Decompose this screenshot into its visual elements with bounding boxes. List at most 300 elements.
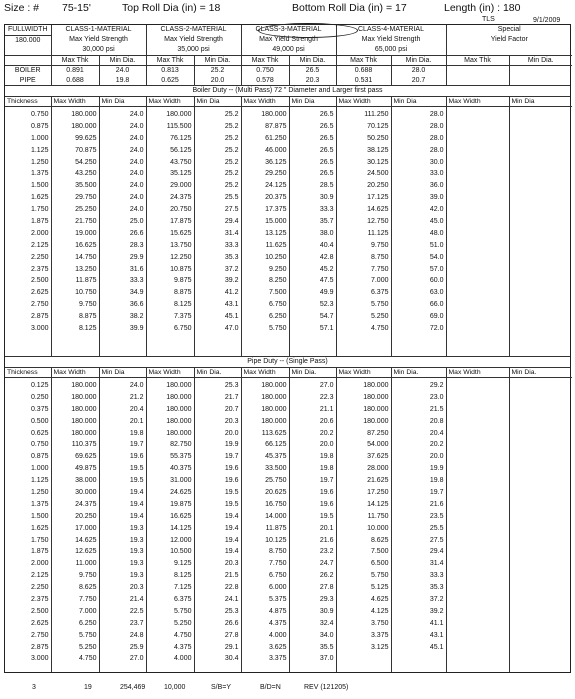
pipe-class1-dia-column [99,378,146,673]
boiler-cell: 24.500 [367,170,389,178]
fullwidth-value: 180.000 [5,35,51,45]
pipe-cell: 19.875 [170,500,192,508]
pipe-cell: 11.000 [75,560,97,568]
pipe-cell: 19.7 [224,453,239,461]
boiler-cell: 29.9 [129,253,144,261]
min-dia-header: Min Dia. [99,55,146,66]
pipe-cell: 24.8 [129,631,144,639]
pipe-cell: 180.000 [166,429,192,437]
boiler-cell: 17.375 [265,206,287,214]
boiler-duty-title: Boiler Duty -- (Multi Pass) 72 " Diameter and Larger first pass [5,85,570,97]
pipe-cell: 19.5 [224,500,239,508]
pipe-cell: 2.750 [30,631,49,639]
pipe-cell: 12.625 [75,548,97,556]
pipe-cell: 7.000 [78,607,97,615]
boiler-cell: 2.250 [30,253,49,261]
header [4,2,571,16]
boiler-cell: 4.750 [370,325,389,333]
boiler-cell: 25.2 [224,170,239,178]
pipe-cell: 27.5 [429,536,444,544]
boiler-cell: 48.0 [429,229,444,237]
boiler-cell: 25.2 [224,182,239,190]
boiler-cell: 54.7 [319,313,334,321]
pipe-cell: 30.4 [224,655,239,663]
boiler-col-header: Max Width [146,97,194,107]
boiler-cell: 2.500 [30,277,49,285]
footer-field: B/D=N [260,684,281,691]
pipe-cell: 110.375 [71,441,97,449]
boiler-cell: 13.250 [75,265,97,273]
boiler-cell: 38.2 [129,313,144,321]
boiler-cell: 99.625 [75,134,97,142]
boiler-cell: 180.000 [166,111,192,118]
pipe-class1-width-column [51,378,99,673]
pipe-cell: 28.000 [367,465,389,473]
boiler-cell: 13.125 [265,229,287,237]
class-3-psi: 49,000 psi [241,45,336,55]
boiler-cell: 25.2 [224,122,239,130]
boiler-class4-width-column [336,107,391,357]
pipe-cell: 27.8 [224,631,239,639]
boiler-cell: 35.3 [224,253,239,261]
boiler-cell: 14.750 [75,253,97,261]
pipe-cell: 4.000 [268,631,287,639]
footer-field: 10,000 [164,684,186,691]
boiler-cell: 26.5 [319,158,334,166]
max-thk-header: Max Thk [241,55,289,66]
pipe-cell: 19.6 [224,477,239,485]
pipe-cell: 25.3 [224,382,239,389]
pipe-label: PIPE [5,76,51,86]
pipe-thickness-column [5,378,51,673]
boiler-cell: 28.0 [429,134,444,142]
pipe-cell: 19.3 [129,548,144,556]
boiler-cell: 24.125 [265,182,287,190]
boiler-cell: 57.0 [429,265,444,273]
pipe-col-header: Min Dia. [194,368,241,378]
pipe-cell: 3.375 [370,631,389,639]
pipe-cell: 4.875 [268,607,287,615]
pipe-cell: 180.000 [261,405,287,413]
pipe-cell: 10.000 [367,524,389,532]
pipe-cell: 180.000 [261,417,287,425]
pipe-cell: 22.8 [224,584,239,592]
boiler-cell: 115.500 [166,122,192,130]
pipe-class2-dia-column [194,378,241,673]
pipe-cell: 9.125 [173,560,192,568]
pipe-cell: 1.750 [30,536,49,544]
boiler-cell: 180.000 [71,111,97,118]
pipe-cell: 23.7 [129,619,144,627]
boiler-cell: 10.750 [75,289,97,297]
boiler-cell: 12.750 [367,218,389,226]
boiler-cell: 76.125 [170,134,192,142]
boiler-cell: 29.750 [75,194,97,202]
boiler-cell: 27.5 [224,206,239,214]
pipe-cell: 8.750 [268,548,287,556]
boiler-cell: 52.3 [319,301,334,309]
pipe-cell: 5.125 [370,584,389,592]
pipe-cell: 19.3 [129,560,144,568]
boiler-cell: 26.5 [319,134,334,142]
boiler-cell: 54.0 [429,253,444,261]
pipe-cell: 19.4 [224,512,239,520]
boiler-class3-width-column [241,107,289,357]
fullwidth-label: FULLWIDTH [5,25,51,35]
pipe-cell: 23.2 [319,548,334,556]
pipe-cell: 180.000 [71,417,97,425]
pipe-cell: 43.1 [429,631,444,639]
pipe-cell: 9.750 [78,572,97,580]
pipe-cell: 22.3 [319,393,334,401]
boiler-cell: 20.750 [170,206,192,214]
boiler-cell: 70.125 [367,122,389,130]
pipe-min-dia: 20.3 [289,76,336,86]
boiler-cell: 63.0 [429,289,444,297]
pipe-cell: 19.6 [319,500,334,508]
pipe-col-header: Thickness [5,368,51,378]
boiler-cell: 5.750 [268,325,287,333]
boiler-cell: 26.5 [319,122,334,130]
pipe-cell: 82.750 [170,441,192,449]
max-thk-header: Max Thk [336,55,391,66]
pipe-cell: 0.250 [30,393,49,401]
pipe-cell: 0.875 [30,453,49,461]
boiler-min-dia: 24.0 [99,66,146,76]
boiler-cell: 1.625 [30,194,49,202]
pipe-max-thk: 0.578 [241,76,289,86]
pipe-cell: 3.375 [268,655,287,663]
pipe-cell: 26.2 [319,572,334,580]
pipe-cell: 5.750 [173,607,192,615]
pipe-cell: 66.125 [265,441,287,449]
pipe-cell: 11.750 [367,512,389,520]
boiler-cell: 42.0 [429,206,444,214]
boiler-class2-dia-column [194,107,241,357]
pipe-cell: 11.875 [265,524,287,532]
pipe-cell: 23.0 [429,393,444,401]
pipe-cell: 34.0 [319,631,334,639]
boiler-cell: 9.750 [78,301,97,309]
boiler-cell: 25.5 [224,194,239,202]
pipe-cell: 21.4 [129,596,144,604]
pipe-class3-width-column [241,378,289,673]
boiler-cell: 30.0 [429,158,444,166]
boiler-cell: 61.250 [265,134,287,142]
boiler-label: BOILER [5,66,51,76]
pipe-cell: 1.500 [30,512,49,520]
boiler-cell: 33.3 [129,277,144,285]
boiler-cell: 46.000 [265,146,287,154]
pipe-cell: 19.4 [224,536,239,544]
boiler-max-thk: 0.813 [146,66,194,76]
boiler-cell: 0.875 [30,122,49,130]
pipe-cell: 19.3 [129,536,144,544]
pipe-cell: 41.1 [429,619,444,627]
pipe-cell: 19.8 [429,477,444,485]
pipe-cell: 7.750 [268,560,287,568]
pipe-cell: 21.2 [129,393,144,401]
boiler-cell: 20.250 [367,182,389,190]
boiler-cell: 1.250 [30,158,49,166]
pipe-cell: 21.7 [224,393,239,401]
pipe-cell: 180.000 [363,393,389,401]
pipe-cell: 0.625 [30,429,49,437]
pipe-cell: 87.250 [367,429,389,437]
boiler-cell: 5.250 [370,313,389,321]
pipe-cell: 37.625 [367,453,389,461]
boiler-cell: 36.0 [429,182,444,190]
boiler-cell: 28.5 [319,182,334,190]
pipe-cell: 19.4 [129,500,144,508]
footer-field: 19 [84,684,92,691]
pipe-cell: 20.4 [429,429,444,437]
pipe-cell: 3.750 [370,619,389,627]
pipe-cell: 32.4 [319,619,334,627]
boiler-cell: 43.250 [75,170,97,178]
pipe-cell: 21.6 [429,500,444,508]
pipe-cell: 29.3 [319,596,334,604]
pipe-cell: 25.9 [129,643,144,651]
pipe-cell: 12.000 [170,536,192,544]
boiler-cell: 0.750 [30,111,49,118]
footer-field: 254,469 [120,684,146,691]
pipe-cell: 20.3 [224,417,239,425]
pipe-cell: 2.000 [30,560,49,568]
pipe-cell: 26.6 [224,619,239,627]
boiler-cell: 15.625 [170,229,192,237]
boiler-col-header: Max Width [241,97,289,107]
boiler-cell: 13.750 [170,241,192,249]
pipe-cell: 19.9 [429,465,444,473]
boiler-cell: 54.250 [75,158,97,166]
pipe-cell: 24.625 [170,489,192,497]
boiler-cell: 1.375 [30,170,49,178]
boiler-cell: 180.000 [71,122,97,130]
pipe-cell: 180.000 [71,393,97,401]
pipe-cell: 4.375 [268,619,287,627]
pipe-cell: 180.000 [71,382,97,389]
pipe-cell: 20.0 [224,429,239,437]
pipe-cell: 0.500 [30,417,49,425]
pipe-cell: 5.750 [370,572,389,580]
pipe-cell: 19.8 [129,429,144,437]
class-1-psi: 30,000 psi [51,45,146,55]
pipe-cell: 14.000 [265,512,287,520]
pipe-cell: 113.625 [261,429,287,437]
pipe-cell: 6.750 [268,572,287,580]
pipe-cell: 180.000 [363,382,389,389]
boiler-cell: 28.0 [429,111,444,118]
pipe-cell: 7.125 [173,584,192,592]
pipe-cell: 19.4 [129,512,144,520]
pipe-cell: 2.625 [30,619,49,627]
boiler-cell: 8.875 [78,313,97,321]
special-sub: Yield Factor [490,36,528,44]
boiler-cell: 26.5 [319,146,334,154]
boiler-thickness-column [5,107,51,357]
pipe-cell: 1.375 [30,500,49,508]
pipe-cell: 17.250 [367,489,389,497]
pipe-cell: 6.000 [268,584,287,592]
boiler-cell: 28.3 [129,241,144,249]
pipe-class2-width-column [146,378,194,673]
pipe-cell: 19.4 [224,548,239,556]
pipe-cell: 19.6 [129,453,144,461]
pipe-cell: 3.000 [30,655,49,663]
pipe-cell: 180.000 [261,382,287,389]
pipe-max-thk: 0.688 [51,76,99,86]
boiler-cell: 38.125 [367,146,389,154]
pipe-cell: 29.2 [429,382,444,389]
pipe-cell: 27.0 [319,382,334,389]
boiler-cell: 10.250 [265,253,287,261]
pipe-special-dia-column [509,378,572,673]
boiler-cell: 33.3 [319,206,334,214]
pipe-cell: 19.8 [319,453,334,461]
boiler-special-dia-column [509,107,572,357]
boiler-cell: 9.750 [370,241,389,249]
boiler-cell: 35.7 [319,218,334,226]
pipe-cell: 19.3 [129,572,144,580]
boiler-cell: 39.9 [129,325,144,333]
boiler-cell: 26.6 [129,229,144,237]
pipe-cell: 20.2 [319,429,334,437]
pipe-cell: 24.0 [129,382,144,389]
pipe-cell: 20.3 [224,560,239,568]
pipe-cell: 2.250 [30,584,49,592]
class-3-sub: Max Yield Strength [241,35,336,45]
pipe-cell: 37.2 [429,596,444,604]
pipe-cell: 1.625 [30,524,49,532]
boiler-col-header: Min Dia [194,97,241,107]
boiler-cell: 24.0 [129,122,144,130]
boiler-cell: 31.4 [224,229,239,237]
boiler-col-header: Max Width [336,97,391,107]
pipe-min-dia: 20.0 [194,76,241,86]
bottom-roll-dia: Bottom Roll Dia (in) = 17 [292,2,407,14]
boiler-cell: 19.000 [75,229,97,237]
boiler-cell: 25.250 [75,206,97,214]
pipe-cell: 19.6 [319,489,334,497]
pipe-cell: 24.7 [319,560,334,568]
pipe-cell: 21.5 [224,572,239,580]
pipe-cell: 31.4 [429,560,444,568]
pipe-cell: 6.500 [370,560,389,568]
length: Length (in) : 180 [444,2,521,14]
date: 9/1/2009 [533,17,561,24]
boiler-cell: 17.875 [170,218,192,226]
boiler-cell: 7.750 [370,265,389,273]
boiler-cell: 51.0 [429,241,444,249]
boiler-cell: 87.875 [265,122,287,130]
boiler-col-header: Min Dia [289,97,336,107]
boiler-cell: 1.875 [30,218,49,226]
boiler-class2-width-column [146,107,194,357]
boiler-cell: 1.500 [30,182,49,190]
boiler-special-width-column [446,107,509,357]
max-thk-header: Max Thk [146,55,194,66]
pipe-cell: 35.5 [319,643,334,651]
pipe-col-header: Min Dia [99,368,146,378]
pipe-cell: 22.5 [129,607,144,615]
boiler-duty-table [5,97,572,356]
boiler-cell: 28.0 [429,146,444,154]
boiler-cell: 30.125 [367,158,389,166]
boiler-cell: 26.5 [319,170,334,178]
boiler-cell: 28.0 [429,122,444,130]
pipe-cell: 16.750 [265,500,287,508]
pipe-cell: 1.000 [30,465,49,473]
pipe-cell: 180.000 [71,405,97,413]
boiler-cell: 5.750 [370,301,389,309]
pipe-cell: 20.0 [429,453,444,461]
boiler-cell: 38.0 [319,229,334,237]
boiler-cell: 25.0 [129,218,144,226]
pipe-cell: 40.375 [170,465,192,473]
boiler-cell: 180.000 [261,111,287,118]
pipe-cell: 0.750 [30,441,49,449]
pipe-col-header: Max Width [446,368,509,378]
boiler-cell: 6.750 [173,325,192,333]
pipe-min-dia: 20.7 [391,76,446,86]
pipe-cell: 14.125 [367,500,389,508]
pipe-cell: 180.000 [363,405,389,413]
boiler-cell: 6.375 [370,289,389,297]
pipe-cell: 19.9 [224,441,239,449]
pipe-cell: 35.3 [429,584,444,592]
pipe-cell: 2.875 [30,643,49,651]
pipe-cell: 3.125 [370,643,389,651]
pipe-cell: 3.625 [268,643,287,651]
boiler-cell: 24.0 [129,182,144,190]
boiler-min-dia: 25.2 [194,66,241,76]
pipe-cell: 14.125 [170,524,192,532]
max-thk-header: Max Thk [51,55,99,66]
pipe-cell: 39.2 [429,607,444,615]
pipe-cell: 20.6 [319,417,334,425]
boiler-cell: 70.875 [75,146,97,154]
pipe-cell: 20.4 [129,405,144,413]
pipe-cell: 8.625 [370,536,389,544]
boiler-cell: 15.000 [265,218,287,226]
pipe-cell: 4.375 [173,643,192,651]
pipe-cell: 19.4 [224,524,239,532]
boiler-cell: 7.375 [173,313,192,321]
pipe-cell: 24.1 [224,596,239,604]
boiler-class1-dia-column [99,107,146,357]
boiler-min-dia: 26.5 [289,66,336,76]
pipe-cell: 37.0 [319,655,334,663]
pipe-class3-dia-column [289,378,336,673]
class-4-name: CLASS-4-MATERIAL [336,25,446,35]
boiler-cell: 66.0 [429,301,444,309]
pipe-cell: 10.125 [265,536,287,544]
pipe-cell [339,653,389,665]
pipe-cell: 19.7 [129,441,144,449]
pipe-cell: 19.7 [319,477,334,485]
pipe-col-header: Min Dia. [509,368,572,378]
boiler-cell: 43.750 [170,158,192,166]
boiler-cell: 8.125 [78,325,97,333]
boiler-cell: 39.2 [224,277,239,285]
pipe-cell: 180.000 [166,393,192,401]
boiler-cell: 35.500 [75,182,97,190]
pipe-cell: 2.125 [30,572,49,580]
pipe-cell: 29.4 [429,548,444,556]
boiler-class1-width-column [51,107,99,357]
boiler-cell: 24.0 [129,146,144,154]
